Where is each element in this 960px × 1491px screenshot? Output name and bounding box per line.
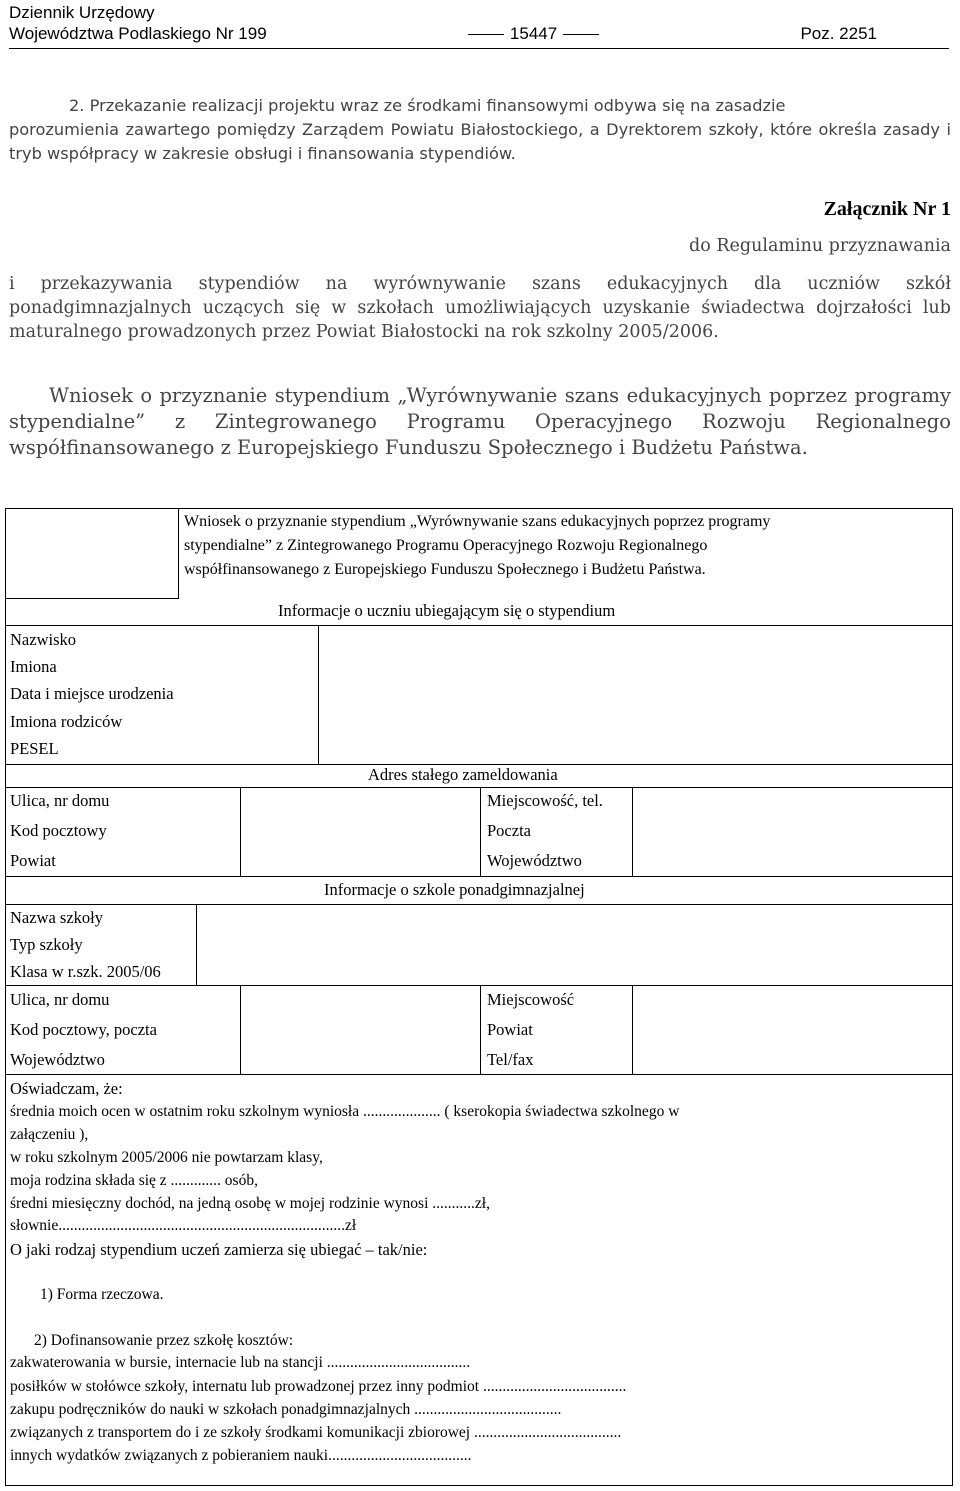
field-school-voivodeship: Województwo — [10, 1050, 105, 1069]
declaration-attachment: załączeniu ), — [10, 1126, 89, 1143]
form-title-line1: Wniosek o przyznanie stypendium „Wyrównywanie szans edukacyjnych poprzez programy — [184, 513, 771, 530]
field-county: Powiat — [10, 851, 56, 870]
address-section-title: Adres stałego zameldowania — [368, 765, 558, 784]
student-values-box[interactable] — [318, 625, 953, 765]
field-street: Ulica, nr domu — [10, 791, 110, 810]
header-divider — [9, 48, 949, 49]
application-heading-line1: Wniosek o przyznanie stypendium „Wyrównywanie szans edukacyjnych poprzez programy — [49, 384, 951, 407]
gazette-title: Dziennik Urzędowy — [9, 3, 155, 22]
field-surname: Nazwisko — [10, 630, 76, 649]
cost-other: innych wydatków związanych z pobieraniem nauki..................................... — [10, 1447, 472, 1464]
annex-regulation-first: i przekazywania stypendiów na wyrównywanie szans edukacyjnych dla uczniów szkół — [9, 274, 951, 294]
cost-transport: związanych z transportem do i ze szkoły środkami komunikacji zbiorowej ...................................... — [10, 1424, 622, 1441]
gazette-header — [9, 2, 949, 44]
cost-accommodation: zakwaterowania w bursie, internacie lub na stancji ..................................... — [10, 1354, 471, 1371]
gazette-subtitle-row — [9, 23, 949, 44]
option-in-kind: 1) Forma rzeczowa. — [40, 1286, 164, 1303]
application-heading-line3: współfinansowanego z Europejskiego Funduszu Społecznego i Budżetu Państwa. — [9, 436, 808, 459]
gazette-voivodeship: Województwa Podlaskiego Nr 199 — [9, 24, 267, 43]
field-post-office: Poczta — [487, 821, 531, 840]
school-address-left-values[interactable] — [240, 985, 481, 1075]
declaration-average: średnia moich ocen w ostatnim roku szkolnym wyniosła .................... ( kserokopia świadectwa szkolnego w — [10, 1103, 680, 1120]
cost-textbooks: zakupu podręczników do nauki w szkołach ponadgimnazjalnych ...................................... — [10, 1401, 562, 1418]
school-address-right-values[interactable] — [632, 985, 953, 1075]
stipend-question: O jaki rodzaj stypendium uczeń zamierza się ubiegać – tak/nie: — [10, 1240, 428, 1259]
application-heading-line2: stypendialne” z Zintegrowanego Programu Operacyjnego Rozwoju Regionalnego — [9, 410, 951, 433]
field-school-type: Typ szkoły — [10, 935, 83, 954]
annex-regulation-line: do Regulaminu przyznawania — [689, 236, 951, 256]
cost-meals: posiłków w stołówce szkoły, internatu lub prowadzonej przez inny podmiot ..................................... — [10, 1378, 627, 1395]
declaration-family: moja rodzina składa się z ............. osób, — [10, 1172, 258, 1189]
field-parents: Imiona rodziców — [10, 712, 123, 731]
address-left-values[interactable] — [240, 787, 481, 877]
field-school-street: Ulica, nr domu — [10, 990, 110, 1009]
annex-title: Załącznik Nr 1 — [823, 198, 951, 220]
paragraph-2 — [9, 94, 951, 166]
field-voivodeship: Województwo — [487, 851, 582, 870]
paragraph-2-line1: 2. Przekazanie realizacji projektu wraz ze środkami finansowymi odbywa się na zasadzie — [69, 96, 786, 115]
field-school-postcode: Kod pocztowy, poczta — [10, 1020, 157, 1039]
address-right-values[interactable] — [632, 787, 953, 877]
form-corner-box — [5, 508, 179, 599]
field-school-county: Powiat — [487, 1020, 533, 1039]
form-title-line3: współfinansowanego z Europejskiego Funduszu Społecznego i Budżetu Państwa. — [184, 561, 706, 578]
option-cofinancing: 2) Dofinansowanie przez szkołę kosztów: — [34, 1332, 294, 1349]
paragraph-2-rest: porozumienia zawartego pomiędzy Zarządem Powiatu Białostockiego, a Dyrektorem szkoły, które określa zasady i tryb współpracy w zakresie obsługi i finansowania stypendiów. — [9, 120, 951, 163]
application-heading — [9, 383, 951, 461]
school-section-title: Informacje o szkole ponadgimnazjalnej — [324, 880, 585, 899]
position-number: Poz. 2251 — [800, 24, 877, 43]
field-postcode: Kod pocztowy — [10, 821, 107, 840]
field-class: Klasa w r.szk. 2005/06 — [10, 962, 161, 981]
field-school-town: Miejscowość — [487, 990, 575, 1009]
declaration-title: Oświadczam, że: — [10, 1079, 123, 1098]
field-school-name: Nazwa szkoły — [10, 908, 104, 927]
page-number: 15447 — [462, 23, 605, 44]
field-first-names: Imiona — [10, 657, 57, 676]
student-section-title: Informacje o uczniu ubiegającym się o stypendium — [278, 601, 616, 620]
field-pesel: PESEL — [10, 739, 59, 758]
declaration-no-repeat: w roku szkolnym 2005/2006 nie powtarzam klasy, — [10, 1149, 323, 1166]
declaration-income-words: słownie..........................................................................zł — [10, 1217, 357, 1234]
declaration-income: średni miesięczny dochód, na jedną osobę w mojej rodzinie wynosi ...........zł, — [10, 1195, 490, 1212]
field-school-phone: Tel/fax — [487, 1050, 534, 1069]
annex-regulation-rest: ponadgimnazjalnych uczących się w szkołach umożliwiających uzyskanie świadectwa dojrzałości lub maturalnego prowadzonych przez Powiat Białostocki na rok szkolny 2005/2006. — [9, 298, 951, 342]
school-values-box[interactable] — [196, 904, 953, 986]
form-title-line2: stypendialne” z Zintegrowanego Programu Operacyjnego Rozwoju Regionalnego — [184, 537, 708, 554]
field-birth: Data i miejsce urodzenia — [10, 684, 174, 703]
field-town: Miejscowość, tel. — [487, 791, 603, 810]
annex-regulation-text — [9, 272, 951, 344]
